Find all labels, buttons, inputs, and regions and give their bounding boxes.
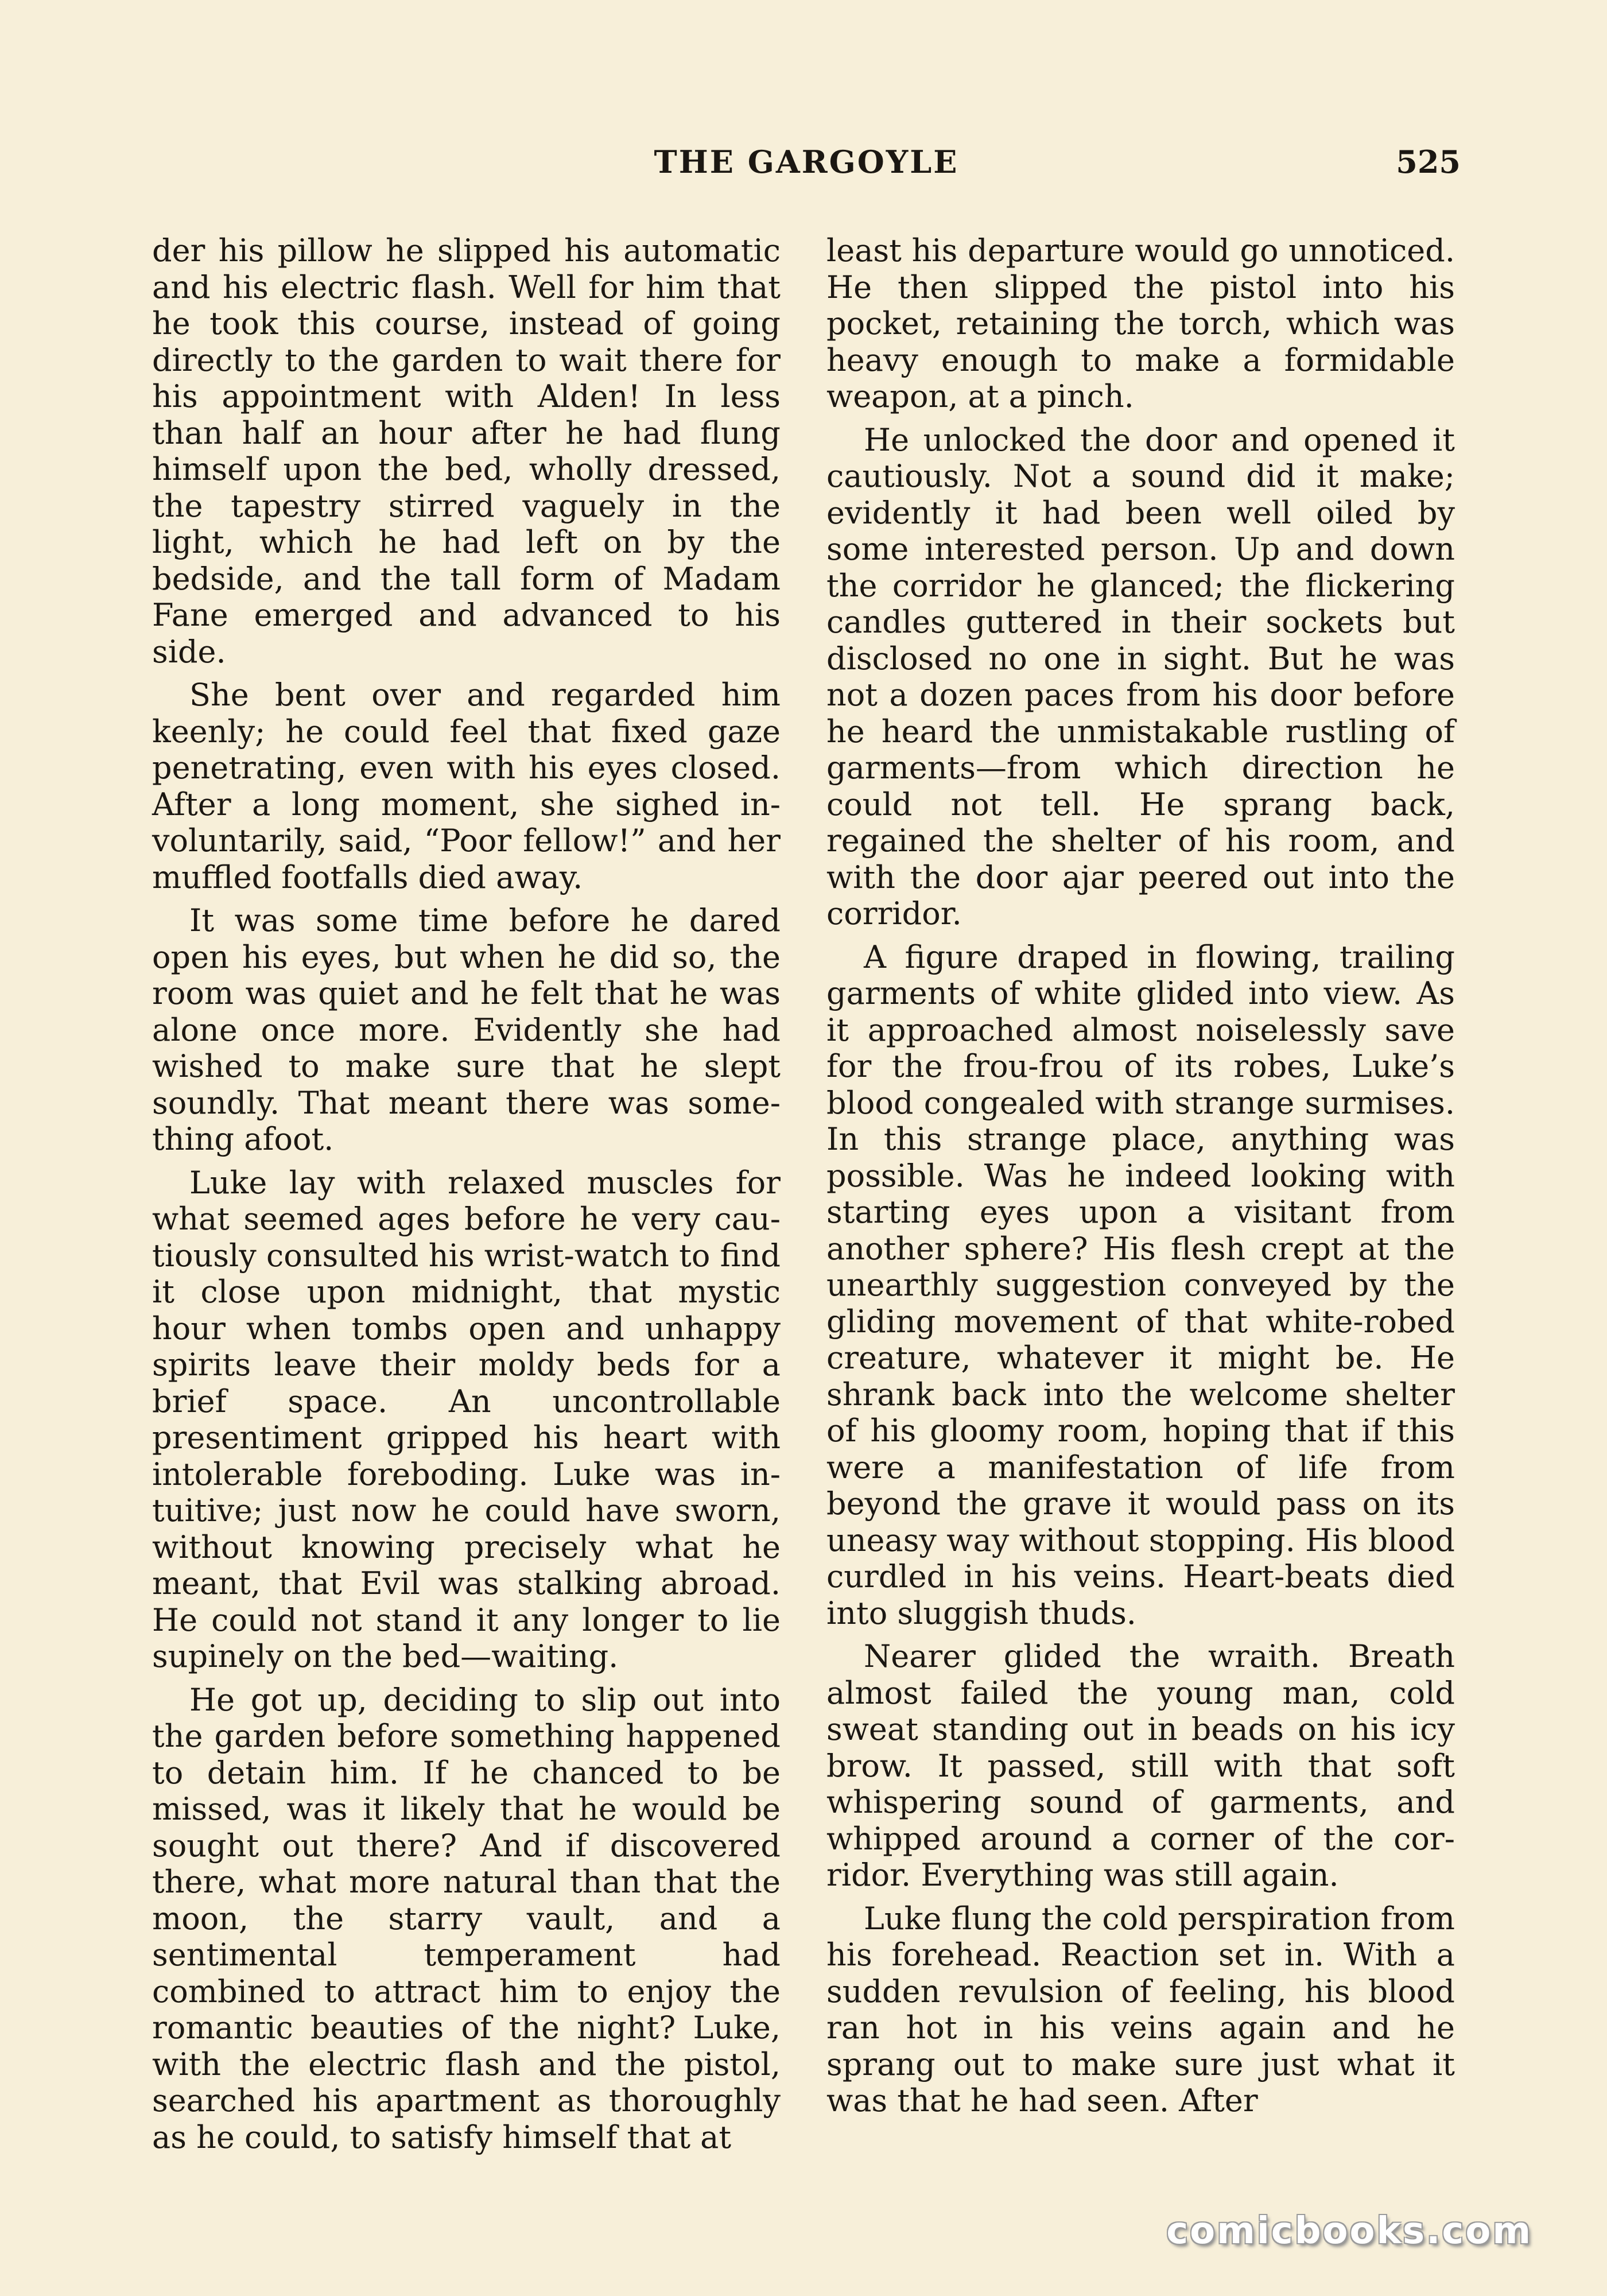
paragraph: He unlocked the door and opened it cautiously. Not a sound did it make; evidently it had been well oiled by some interested person. Up and down the corridor he glanced; the flickering candles guttered in their sockets but disclosed no one in sight. But he was not a dozen paces from his door before he heard the unmistakable rustling of garments—from which direction he could not tell. He sprang back, regained the shelter of his room, and with the door ajar peered out into the corridor. bbox=[826, 421, 1455, 932]
right-column bbox=[826, 232, 1455, 2126]
left-column bbox=[152, 232, 781, 2162]
watermark: comicbooks.com bbox=[1166, 2210, 1532, 2252]
paragraph: Luke flung the cold perspiration from his forehead. Reaction set in. With a sudden revulsion of feeling, his blood ran hot in his veins again and he sprang out to make sure just what it was that he had seen. After bbox=[826, 1900, 1455, 2119]
paragraph: She bent over and regarded him keenly; he could feel that fixed gaze penetrating, even with his eyes closed. After a long moment, she sighed involuntarily, said, “Poor fellow!” and her muffled footfalls died away. bbox=[152, 677, 781, 895]
paragraph: A figure draped in flowing, trailing garments of white glided into view. As it approached almost noiselessly save for the frou-frou of its robes, Luke’s blood congealed with strange surmises. In this strange place, anything was possible. Was he indeed looking with starting eyes upon a visitant from another sphere? His flesh crept at the unearthly suggestion conveyed by the gliding movement of that white-robed creature, whatever it might be. He shrank back into the welcome shelter of his gloomy room, hoping that if this were a manifestation of life from beyond the grave it would pass on its uneasy way without stopping. His blood curdled in his veins. Heart-beats died into sluggish thuds. bbox=[826, 938, 1455, 1631]
paragraph: der his pillow he slipped his automatic and his electric flash. Well for him that he took this course, instead of going directly to the garden to wait there for his appointment with Alden! In less than half an hour after he had flung himself upon the bed, wholly dressed, the tapestry stirred vaguely in the light, which he had left on by the bedside, and the tall form of Madam Fane emerged and advanced to his side. bbox=[152, 232, 781, 670]
page-header bbox=[152, 144, 1461, 189]
paragraph: least his departure would go unnoticed. He then slipped the pistol into his pocket, retaining the torch, which was heavy enough to make a formidable weapon, at a pinch. bbox=[826, 232, 1455, 414]
paragraph: Nearer glided the wraith. Breath almost failed the young man, cold sweat standing out in beads on his icy brow. It passed, still with that soft whispering sound of garments, and whipped around a corner of the corridor. Everything was still again. bbox=[826, 1638, 1455, 1893]
paragraph: It was some time before he dared open his eyes, but when he did so, the room was quiet and he felt that he was alone once more. Evidently she had wished to make sure that he slept soundly. That meant there was something afoot. bbox=[152, 902, 781, 1157]
running-head: THE GARGOYLE bbox=[654, 144, 959, 180]
paragraph: He got up, deciding to slip out into the garden before something happened to detain him. If he chanced to be missed, was it likely that he would be sought out there? And if discovered there, what more natural than that the moon, the starry vault, and a sentimental temperament had combined to attract him to enjoy the romantic beauties of the night? Luke, with the electric flash and the pistol, searched his apartment as thoroughly as he could, to satisfy himself that at bbox=[152, 1681, 781, 2155]
paragraph: Luke lay with relaxed muscles for what seemed ages before he very cautiously consulted his wrist-watch to find it close upon midnight, that mystic hour when tombs open and unhappy spirits leave their moldy beds for a brief space. An uncontrollable presentiment gripped his heart with intolerable foreboding. Luke was intuitive; just now he could have sworn, without knowing precisely what he meant, that Evil was stalking abroad. He could not stand it any longer to lie supinely on the bed—waiting. bbox=[152, 1164, 781, 1674]
page-number: 525 bbox=[1396, 144, 1461, 180]
